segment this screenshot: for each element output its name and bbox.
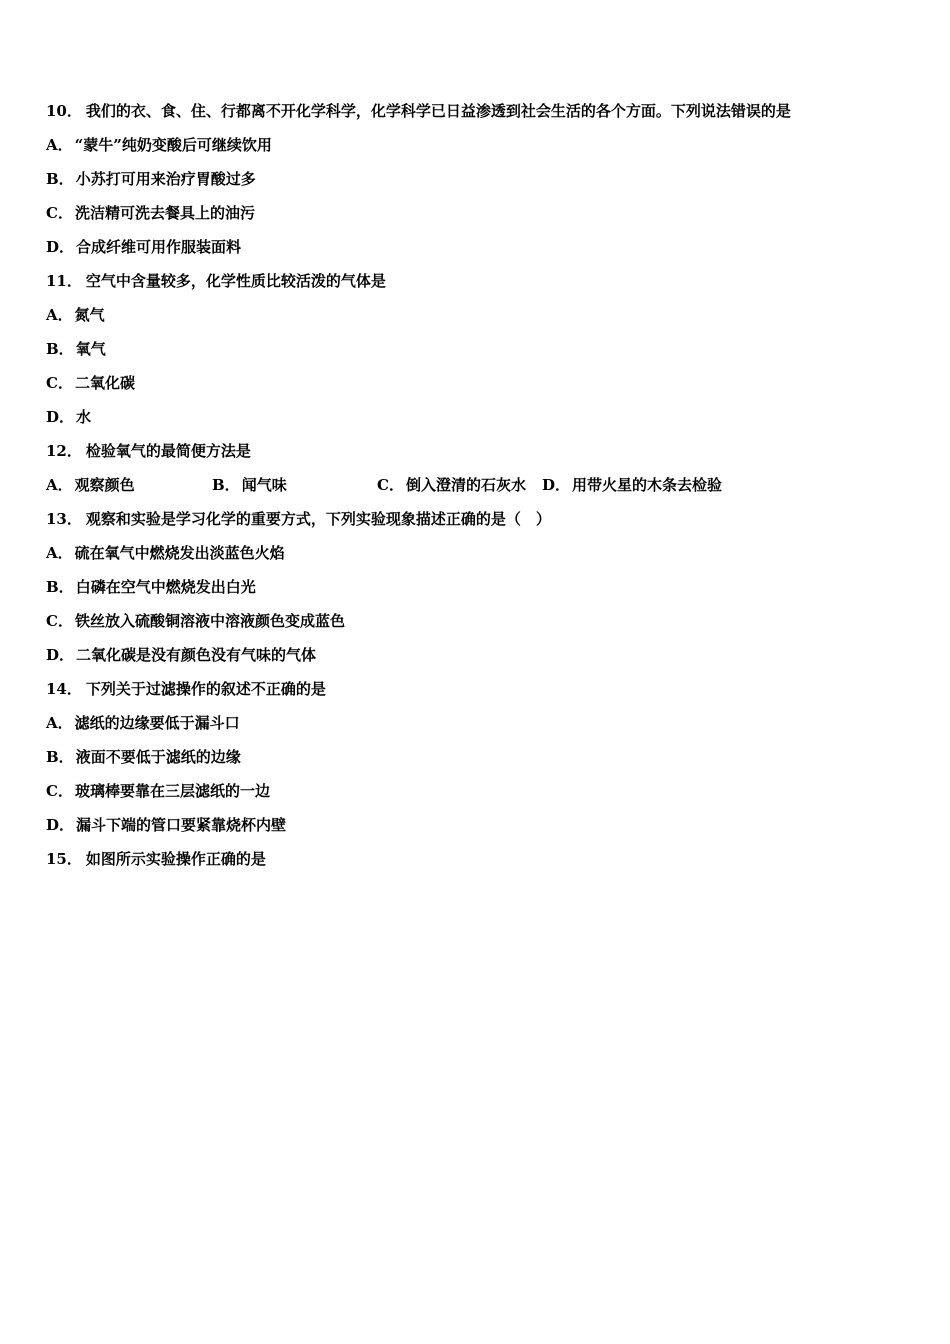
option-letter: C．: [46, 374, 73, 392]
option-text: 洗洁精可洗去餐具上的油污: [74, 204, 255, 222]
question-14-option-a: [46, 712, 910, 746]
question-number: 11．: [46, 272, 82, 290]
question-number: 15．: [46, 850, 82, 868]
option-text: 白磷在空气中燃烧发出白光: [75, 578, 256, 596]
option-text: 水: [76, 408, 92, 426]
option-text: 小苏打可用来治疗胃酸过多: [75, 170, 256, 188]
question-13-option-b: [46, 576, 910, 610]
question-11-option-a: [46, 304, 910, 338]
option-text: 观察颜色: [74, 476, 135, 494]
question-number: 10．: [46, 102, 82, 120]
option-text: 二氧化碳: [74, 374, 135, 392]
option-text: 硫在氧气中燃烧发出淡蓝色火焰: [74, 544, 285, 562]
question-12-option-d: [542, 474, 722, 496]
option-letter: A．: [46, 714, 73, 732]
option-letter: D．: [542, 476, 571, 494]
question-12-option-c: [377, 474, 526, 496]
option-text: 氮气: [74, 306, 105, 324]
option-text: 滤纸的边缘要低于漏斗口: [74, 714, 240, 732]
question-13-option-a: [46, 542, 910, 576]
question-10-option-c: [46, 202, 910, 236]
question-14-option-d: [46, 814, 910, 848]
option-text: “蒙牛”纯奶变酸后可继续饮用: [74, 136, 272, 154]
question-15-stem: [46, 848, 910, 882]
option-text: 玻璃棒要靠在三层滤纸的一边: [74, 782, 270, 800]
question-number: 13．: [46, 510, 82, 528]
question-text: 检验氧气的最简便方法是: [85, 442, 251, 460]
question-13-stem: [46, 508, 910, 542]
option-letter: A．: [46, 544, 73, 562]
question-12-option-a: [46, 474, 135, 496]
option-letter: D．: [46, 646, 75, 664]
question-text: 观察和实验是学习化学的重要方式，下列实验现象描述正确的是（ ）: [85, 510, 551, 528]
option-text: 二氧化碳是没有颜色没有气味的气体: [76, 646, 317, 664]
question-10-option-b: [46, 168, 910, 202]
option-text: 倒入澄清的石灰水: [405, 476, 526, 494]
option-letter: C．: [46, 782, 73, 800]
option-letter: B．: [46, 340, 74, 358]
option-text: 液面不要低于滤纸的边缘: [75, 748, 241, 766]
option-letter: B．: [46, 170, 74, 188]
question-text: 空气中含量较多，化学性质比较活泼的气体是: [85, 272, 386, 290]
option-letter: A．: [46, 306, 73, 324]
question-text: 我们的衣、食、住、行都离不开化学科学，化学科学已日益渗透到社会生活的各个方面。下列说法错误的是: [85, 102, 791, 120]
option-letter: D．: [46, 408, 75, 426]
question-10-option-a: [46, 134, 910, 168]
option-text: 用带火星的木条去检验: [572, 476, 723, 494]
option-letter: D．: [46, 816, 75, 834]
option-text: 闻气味: [241, 476, 287, 494]
option-letter: C．: [46, 204, 73, 222]
question-12-option-b: [212, 474, 287, 496]
question-11-option-d: [46, 406, 910, 440]
option-text: 氧气: [75, 340, 106, 358]
option-letter: B．: [212, 476, 240, 494]
option-letter: B．: [46, 578, 74, 596]
option-letter: C．: [46, 612, 73, 630]
option-text: 铁丝放入硫酸铜溶液中溶液颜色变成蓝色: [74, 612, 345, 630]
option-letter: A．: [46, 136, 73, 154]
question-14-stem: [46, 678, 910, 712]
question-13-option-c: [46, 610, 910, 644]
question-number: 14．: [46, 680, 82, 698]
option-letter: A．: [46, 476, 73, 494]
option-text: 漏斗下端的管口要紧靠烧杯内壁: [76, 816, 287, 834]
question-text: 下列关于过滤操作的叙述不正确的是: [85, 680, 326, 698]
question-10-stem: [46, 100, 910, 134]
question-11-stem: [46, 270, 910, 304]
question-12-stem: [46, 440, 910, 474]
question-12-options-row: [46, 474, 910, 508]
question-14-option-c: [46, 780, 910, 814]
question-11-option-b: [46, 338, 910, 372]
question-number: 12．: [46, 442, 82, 460]
question-10-option-d: [46, 236, 910, 270]
question-13-option-d: [46, 644, 910, 678]
question-text: 如图所示实验操作正确的是: [85, 850, 266, 868]
option-letter: D．: [46, 238, 75, 256]
question-11-option-c: [46, 372, 910, 406]
option-letter: B．: [46, 748, 74, 766]
option-letter: C．: [377, 476, 404, 494]
option-text: 合成纤维可用作服装面料: [76, 238, 242, 256]
question-14-option-b: [46, 746, 910, 780]
